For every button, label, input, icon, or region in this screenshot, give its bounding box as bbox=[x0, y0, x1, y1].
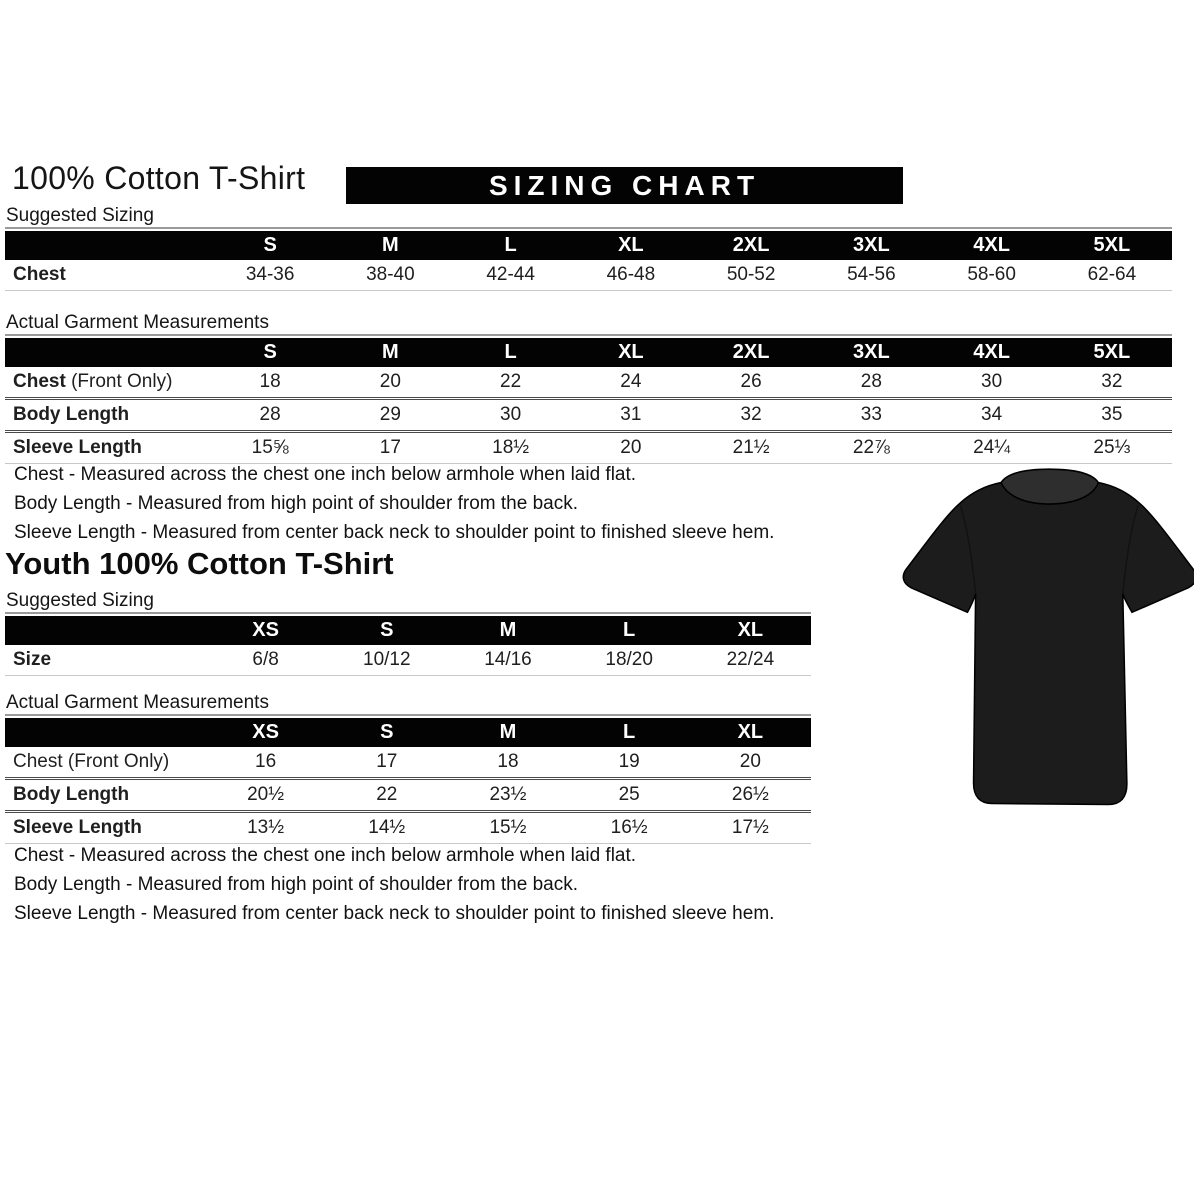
measurement-cell: 16½ bbox=[569, 812, 690, 844]
measurement-cell: 26½ bbox=[690, 779, 811, 812]
size-column-header: 3XL bbox=[811, 338, 931, 367]
measurement-row bbox=[5, 399, 1172, 432]
size-column-header: 4XL bbox=[932, 231, 1052, 260]
measurement-cell: 25 bbox=[569, 779, 690, 812]
measurement-cell: 31 bbox=[571, 399, 691, 432]
measurement-cell: 15½ bbox=[447, 812, 568, 844]
measurement-row bbox=[5, 747, 811, 779]
row-label: Body Length bbox=[5, 779, 205, 812]
measurement-row bbox=[5, 812, 811, 844]
measurement-cell: 6/8 bbox=[205, 645, 326, 676]
measurement-row bbox=[5, 432, 1172, 464]
measurement-cell: 28 bbox=[860, 371, 882, 392]
measurement-cell: 25⅓ bbox=[1052, 432, 1172, 464]
size-column-header: 4XL bbox=[932, 338, 1052, 367]
youth-measurement-notes bbox=[14, 841, 774, 928]
measurement-cell: 34 bbox=[932, 399, 1052, 432]
size-column-header: XL bbox=[690, 616, 811, 645]
measurement-cell: 22⅞ bbox=[811, 432, 931, 464]
section-label-youth-garment-measurements: Actual Garment Measurements bbox=[6, 692, 269, 713]
measurement-row bbox=[5, 367, 1172, 399]
measurement-cell: 38-40 bbox=[330, 260, 450, 291]
note-line: Sleeve Length - Measured from center back neck to shoulder point to finished sleeve hem. bbox=[14, 903, 775, 924]
size-column-header: XL bbox=[571, 338, 691, 367]
measurement-cell: 17½ bbox=[690, 812, 811, 844]
adult-garment-measurements-table-wrap bbox=[5, 334, 1172, 464]
size-column-header: S bbox=[326, 718, 447, 747]
measurement-cell: 46-48 bbox=[571, 260, 691, 291]
size-column-header: XL bbox=[690, 718, 811, 747]
size-column-header: L bbox=[569, 616, 690, 645]
adult-suggested-sizing-table bbox=[5, 231, 1172, 291]
measurement-cell: 54-56 bbox=[811, 260, 931, 291]
measurement-cell: 32 bbox=[691, 399, 811, 432]
measurement-cell: 30 bbox=[451, 399, 571, 432]
measurement-row bbox=[5, 645, 811, 676]
measurement-cell: 20½ bbox=[205, 779, 326, 812]
measurement-cell: 20 bbox=[379, 371, 401, 392]
tshirt-illustration bbox=[886, 460, 1194, 828]
row-label: Size bbox=[5, 645, 205, 676]
adult-garment-measurements-table bbox=[5, 338, 1172, 464]
measurement-cell: 62-64 bbox=[1052, 260, 1172, 291]
size-column-header: S bbox=[210, 231, 330, 260]
measurement-cell: 22/24 bbox=[690, 645, 811, 676]
corner-cell bbox=[5, 338, 210, 367]
row-label: Chest (Front Only) bbox=[13, 371, 173, 392]
measurement-cell: 22 bbox=[500, 371, 522, 392]
sizing-chart-banner: SIZING CHART bbox=[346, 167, 903, 204]
size-column-header: 5XL bbox=[1052, 231, 1172, 260]
measurement-cell: 30 bbox=[981, 371, 1003, 392]
corner-cell bbox=[5, 231, 210, 260]
corner-cell bbox=[5, 616, 205, 645]
measurement-cell: 18 bbox=[259, 371, 281, 392]
size-column-header: S bbox=[326, 616, 447, 645]
size-column-header: L bbox=[569, 718, 690, 747]
youth-suggested-sizing-table-wrap bbox=[5, 612, 811, 676]
note-line: Body Length - Measured from high point of shoulder from the back. bbox=[14, 874, 578, 895]
row-label: Sleeve Length bbox=[5, 812, 205, 844]
size-column-header: M bbox=[447, 718, 568, 747]
row-label: Sleeve Length bbox=[5, 432, 210, 464]
measurement-cell: 16 bbox=[255, 751, 277, 772]
measurement-cell: 17 bbox=[376, 751, 398, 772]
measurement-cell: 10/12 bbox=[326, 645, 447, 676]
size-column-header: XS bbox=[205, 616, 326, 645]
adult-suggested-sizing-table-wrap bbox=[5, 227, 1172, 291]
measurement-cell: 20 bbox=[571, 432, 691, 464]
corner-cell bbox=[5, 718, 205, 747]
measurement-cell: 22 bbox=[326, 779, 447, 812]
note-line: Chest - Measured across the chest one inch below armhole when laid flat. bbox=[14, 845, 637, 866]
row-label: Body Length bbox=[5, 399, 210, 432]
measurement-cell: 23½ bbox=[447, 779, 568, 812]
note-line: Chest - Measured across the chest one inch below armhole when laid flat. bbox=[14, 464, 637, 485]
measurement-cell: 24 bbox=[620, 371, 642, 392]
section-label-youth-suggested-sizing: Suggested Sizing bbox=[6, 590, 154, 611]
size-column-header: L bbox=[451, 231, 571, 260]
black-tshirt-image bbox=[886, 460, 1194, 828]
section-label-adult-garment-measurements: Actual Garment Measurements bbox=[6, 312, 269, 333]
measurement-cell: 58-60 bbox=[932, 260, 1052, 291]
size-column-header: XL bbox=[571, 231, 691, 260]
youth-suggested-sizing-table bbox=[5, 616, 811, 676]
measurement-cell: 18 bbox=[497, 751, 519, 772]
note-line: Sleeve Length - Measured from center back neck to shoulder point to finished sleeve hem. bbox=[14, 522, 775, 543]
measurement-cell: 21½ bbox=[691, 432, 811, 464]
measurement-cell: 20 bbox=[739, 751, 761, 772]
measurement-cell: 14/16 bbox=[447, 645, 568, 676]
youth-garment-measurements-table-wrap bbox=[5, 714, 811, 844]
youth-garment-measurements-table bbox=[5, 718, 811, 844]
measurement-cell: 50-52 bbox=[691, 260, 811, 291]
measurement-cell: 32 bbox=[1101, 371, 1123, 392]
measurement-cell: 24¼ bbox=[932, 432, 1052, 464]
measurement-cell: 35 bbox=[1052, 399, 1172, 432]
measurement-cell: 28 bbox=[210, 399, 330, 432]
measurement-cell: 18/20 bbox=[569, 645, 690, 676]
measurement-row bbox=[5, 779, 811, 812]
size-column-header: M bbox=[330, 231, 450, 260]
note-line: Body Length - Measured from high point of shoulder from the back. bbox=[14, 493, 578, 514]
size-column-header: S bbox=[210, 338, 330, 367]
section-label-adult-suggested-sizing: Suggested Sizing bbox=[6, 205, 154, 226]
measurement-cell: 26 bbox=[740, 371, 762, 392]
size-column-header: 2XL bbox=[691, 338, 811, 367]
measurement-cell: 13½ bbox=[205, 812, 326, 844]
tshirt-body-shape bbox=[903, 482, 1194, 804]
size-column-header: M bbox=[447, 616, 568, 645]
size-column-header: 5XL bbox=[1052, 338, 1172, 367]
measurement-cell: 18½ bbox=[451, 432, 571, 464]
measurement-cell: 19 bbox=[618, 751, 640, 772]
measurement-row bbox=[5, 260, 1172, 291]
size-column-header: 3XL bbox=[811, 231, 931, 260]
size-column-header: L bbox=[451, 338, 571, 367]
measurement-cell: 15⅝ bbox=[210, 432, 330, 464]
row-label: Chest bbox=[5, 260, 210, 291]
row-label: Chest (Front Only) bbox=[13, 751, 170, 772]
measurement-cell: 34-36 bbox=[210, 260, 330, 291]
measurement-cell: 29 bbox=[330, 399, 450, 432]
measurement-cell: 33 bbox=[811, 399, 931, 432]
adult-measurement-notes bbox=[14, 460, 774, 547]
measurement-cell: 42-44 bbox=[451, 260, 571, 291]
size-column-header: M bbox=[330, 338, 450, 367]
youth-section-title: Youth 100% Cotton T-Shirt bbox=[5, 546, 394, 581]
measurement-cell: 17 bbox=[330, 432, 450, 464]
size-column-header: 2XL bbox=[691, 231, 811, 260]
page-title: 100% Cotton T-Shirt bbox=[12, 160, 306, 196]
size-column-header: XS bbox=[205, 718, 326, 747]
measurement-cell: 14½ bbox=[326, 812, 447, 844]
